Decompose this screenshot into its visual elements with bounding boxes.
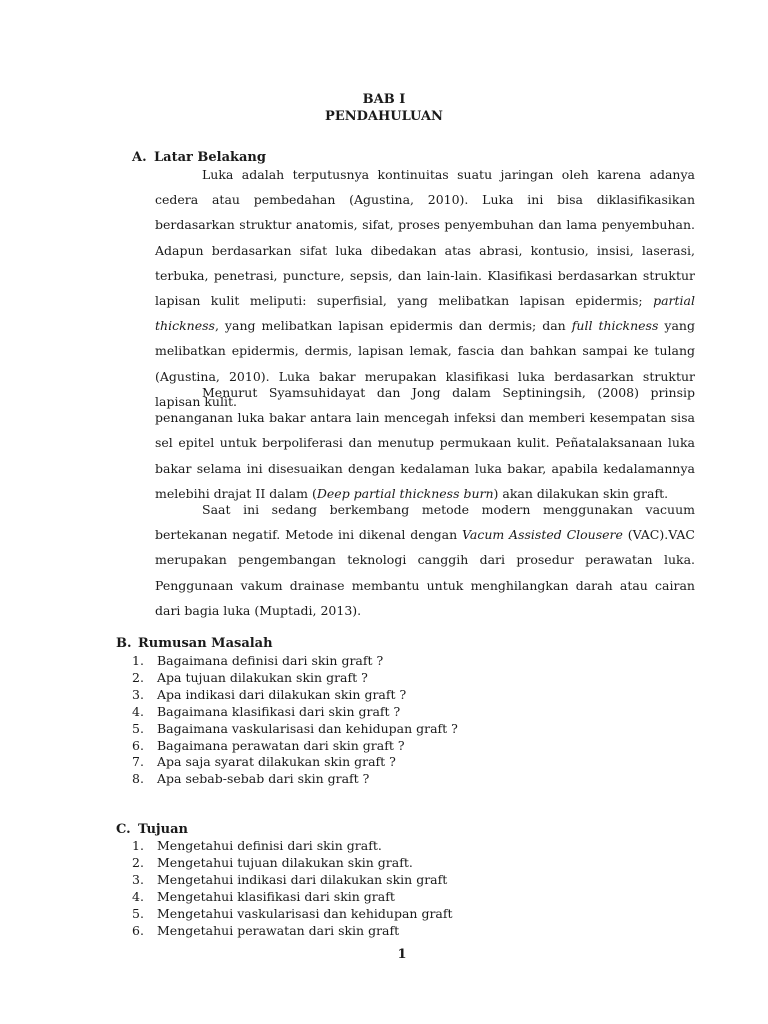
- list-item-number: 6.: [132, 922, 144, 938]
- rumusan-masalah-list: [132, 653, 458, 788]
- paragraph-1-italic-d: full thickness: [571, 318, 659, 334]
- section-b-title: Rumusan Masalah: [138, 636, 273, 651]
- list-item-number: 5.: [132, 905, 144, 921]
- list-item-number: 5.: [132, 720, 144, 736]
- paragraph-3: [155, 497, 695, 623]
- paragraph-1-text-e: yang melibatkan epidermis, dermis, lapisan lemak, fascia dan bahkan sampai ke tulang (Agustina, 2010). Luka bakar merupakan klasifikasi luka berdasarkan struktur lapisan kulit.: [155, 318, 695, 409]
- chapter-title: PENDAHULUAN: [325, 109, 443, 124]
- list-item-text: Apa tujuan dilakukan skin graft ?: [157, 669, 368, 685]
- list-item: [132, 738, 458, 755]
- list-item: [132, 653, 458, 670]
- section-c-heading: [116, 822, 188, 837]
- list-item-number: 2.: [132, 854, 144, 870]
- list-item-number: 3.: [132, 686, 144, 702]
- paragraph-2-text-a: Menurut Syamsuhidayat dan Jong dalam Septiningsih, (2008) prinsip penanganan luka bakar antara lain mencegah infeksi dan memberi kesempatan sisa sel epitel untuk berpoliferasi dan menutup permukaan kulit. Peñatalaksanaan luka bakar selama ini disesuaikan dengan kedalaman luka bakar, apabila kedalamannya melebihi drajat II dalam (: [155, 385, 695, 501]
- list-item-number: 6.: [132, 737, 144, 753]
- list-item-text: Bagaimana vaskularisasi dan kehidupan graft ?: [157, 720, 458, 736]
- list-item: [132, 872, 453, 889]
- section-a-title: Latar Belakang: [154, 150, 266, 165]
- list-item-text: Mengetahui indikasi dari dilakukan skin graft: [157, 871, 448, 887]
- list-item-text: Apa saja syarat dilakukan skin graft ?: [157, 754, 396, 770]
- list-item: [132, 906, 453, 923]
- list-item-text: Bagaimana definisi dari skin graft ?: [157, 653, 384, 668]
- list-item-text: Bagaimana perawatan dari skin graft ?: [157, 737, 405, 753]
- list-item-text: Apa indikasi dari dilakukan skin graft ?: [157, 686, 407, 702]
- list-item-number: 4.: [132, 888, 144, 904]
- list-item: [132, 704, 458, 721]
- section-c-letter: C.: [116, 822, 131, 837]
- chapter-number: BAB I: [362, 92, 406, 107]
- section-b-letter: B.: [116, 636, 132, 651]
- list-item-text: Mengetahui perawatan dari skin graft: [157, 922, 400, 938]
- list-item-text: Apa sebab-sebab dari skin graft ?: [157, 771, 370, 787]
- paragraph-1-text-a: Luka adalah terputusnya kontinuitas suatu jaringan oleh karena adanya cedera atau pembedahan (Agustina, 2010). Luka ini bisa diklasifikasikan berdasarkan struktur anatomis, sifat, proses penyembuhan dan lama penyembuhan. Adapun berdasarkan sifat luka dibedakan atas abrasi, kontusio, insisi, laserasi, terbuka, penetrasi, puncture, sepsis, dan lain-lain. Klasifikasi berdasarkan struktur lapisan kulit meliputi: superfisial, yang melibatkan lapisan epidermis;: [155, 167, 695, 309]
- tujuan-list: [132, 838, 453, 939]
- paragraph-2-text-c: ) akan dilakukan skin graft.: [493, 485, 669, 501]
- paragraph-2: [155, 380, 695, 506]
- list-item: [132, 771, 458, 788]
- list-item: [132, 889, 453, 906]
- paragraph-1-italic-b: partial thickness: [155, 293, 695, 334]
- list-item: [132, 670, 458, 687]
- list-item-number: 2.: [132, 669, 144, 685]
- paragraph-1-text-c: , yang melibatkan lapisan epidermis dan dermis; dan: [214, 318, 572, 334]
- paragraph-3-text-c: (VAC).VAC merupakan pengembangan teknologi canggih dari prosedur perawatan luka. Penggunaan vakum drainase membantu untuk menghilangkan darah atau cairan dari bagia luka (Muptadi, 2013).: [155, 527, 695, 618]
- paragraph-3-italic-b: Vacum Assisted Clousere: [462, 527, 623, 543]
- list-item-number: 8.: [132, 771, 144, 787]
- list-item-number: 4.: [132, 703, 144, 719]
- list-item-number: 1.: [132, 838, 144, 853]
- list-item-text: Mengetahui vaskularisasi dan kehidupan graft: [157, 905, 453, 921]
- list-item: [132, 838, 453, 855]
- list-item: [132, 855, 453, 872]
- list-item-number: 1.: [132, 653, 144, 668]
- list-item-text: Bagaimana klasifikasi dari skin graft ?: [157, 703, 401, 719]
- section-a-letter: A.: [132, 150, 147, 165]
- list-item: [132, 721, 458, 738]
- section-c-title: Tujuan: [138, 822, 188, 837]
- list-item-number: 7.: [132, 754, 144, 770]
- list-item: [132, 754, 458, 771]
- section-b-heading: [116, 636, 273, 651]
- list-item-text: Mengetahui definisi dari skin graft.: [157, 838, 382, 853]
- list-item-number: 3.: [132, 871, 144, 887]
- list-item: [132, 687, 458, 704]
- page-number: 1: [397, 947, 407, 962]
- list-item: [132, 923, 453, 940]
- list-item-text: Mengetahui klasifikasi dari skin graft: [157, 888, 395, 904]
- paragraph-1: [155, 162, 695, 414]
- paragraph-3-text-a: Saat ini sedang berkembang metode modern menggunakan vacuum bertekanan negatif. Metode ini dikenal dengan: [155, 502, 695, 543]
- paragraph-2-italic-b: Deep partial thickness burn: [316, 485, 494, 501]
- list-item-text: Mengetahui tujuan dilakukan skin graft.: [157, 854, 413, 870]
